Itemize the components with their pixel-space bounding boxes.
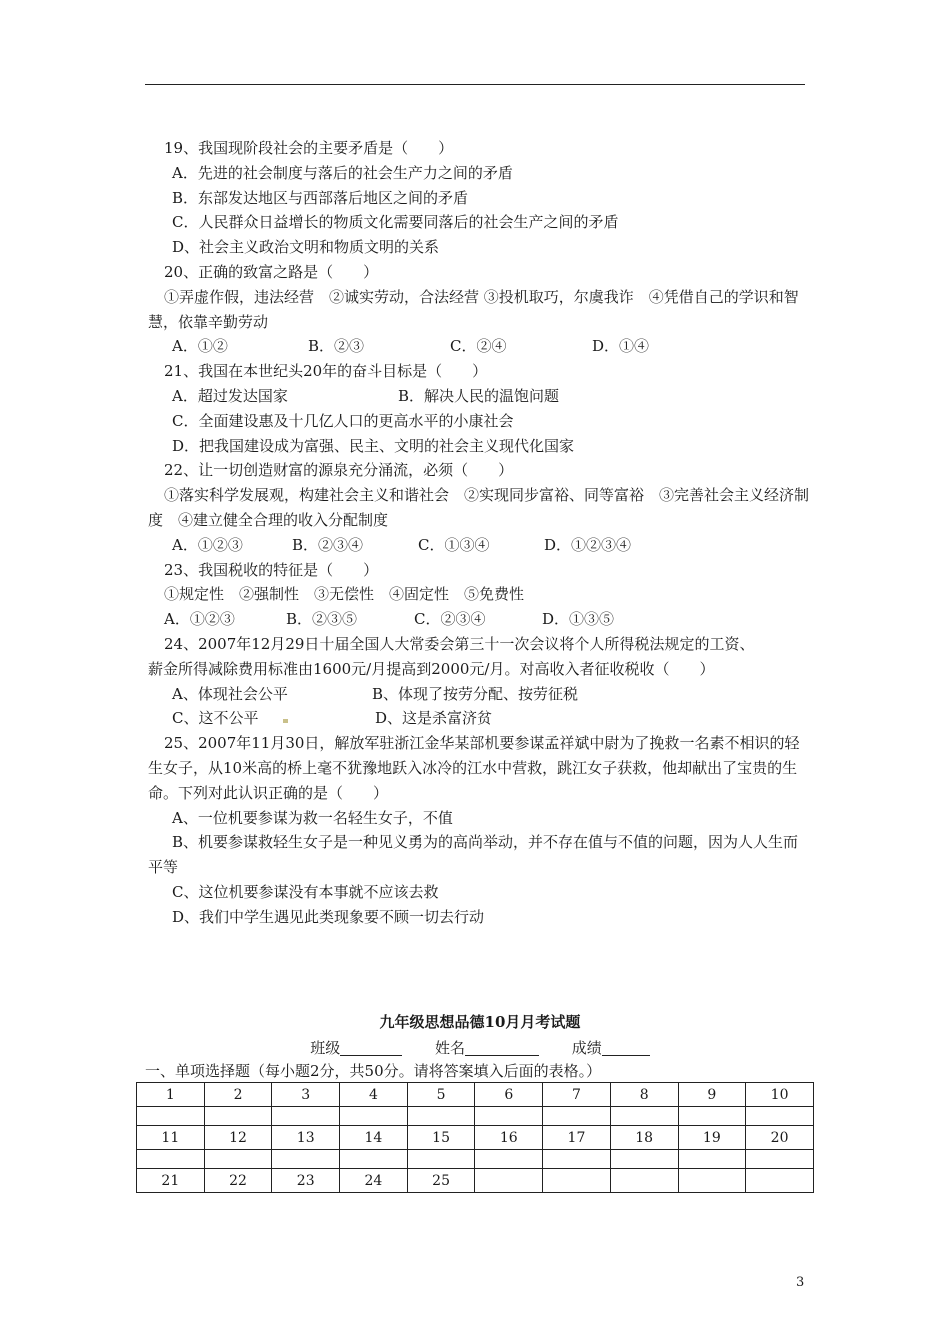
q22-stem: 22、让一切创造财富的源泉充分涌流，必须（ ） xyxy=(164,461,514,480)
answer-cell[interactable] xyxy=(746,1107,814,1126)
q25-option-a: A、一位机要参谋为救一名轻生女子，不值 xyxy=(172,808,453,827)
answer-cell[interactable] xyxy=(272,1150,340,1169)
class-field[interactable] xyxy=(310,1039,402,1057)
q23-stem: 23、我国税收的特征是（ ） xyxy=(164,560,379,579)
q21-options-ab xyxy=(148,384,812,409)
q24-option-b: B、体现了按劳分配、按劳征税 xyxy=(372,684,579,703)
scan-mark xyxy=(283,719,288,723)
q22-option-b: B．②③④ xyxy=(292,535,364,554)
q23-options xyxy=(148,607,812,632)
table-cell: 15 xyxy=(407,1126,475,1150)
table-cell: 14 xyxy=(340,1126,408,1150)
answer-cell[interactable] xyxy=(204,1107,272,1126)
table-cell: 10 xyxy=(746,1083,814,1107)
answer-table xyxy=(136,1082,814,1193)
table-cell: 11 xyxy=(137,1126,205,1150)
q24-option-d: D、这是杀富济贫 xyxy=(375,709,493,728)
score-label: 成绩 xyxy=(571,1039,602,1057)
q19-stem: 19、我国现阶段社会的主要矛盾是（ ） xyxy=(164,139,454,157)
table-cell[interactable] xyxy=(475,1169,543,1193)
q21-option-a: A．超过发达国家 xyxy=(172,386,288,405)
table-cell: 16 xyxy=(475,1126,543,1150)
table-cell: 13 xyxy=(272,1126,340,1150)
q21-stem: 21、我国在本世纪头20年的奋斗目标是（ ） xyxy=(164,362,488,381)
q19-option-b: B．东部发达地区与西部落后地区之间的矛盾 xyxy=(172,188,469,207)
table-cell: 5 xyxy=(407,1083,475,1107)
table-cell: 17 xyxy=(543,1126,611,1150)
answer-cell[interactable] xyxy=(137,1107,205,1126)
questions xyxy=(148,136,812,930)
q22-option-a: A．①②③ xyxy=(172,535,243,554)
q25-option-c: C、这位机要参谋没有本事就不应该去救 xyxy=(172,882,439,901)
q20-option-b: B．②③ xyxy=(308,337,365,356)
table-cell[interactable] xyxy=(746,1169,814,1193)
q21-option-d: D．把我国建设成为富强、民主、文明的社会主义现代化国家 xyxy=(172,436,575,455)
table-row-numbers-2 xyxy=(137,1126,814,1150)
q20-stem: 20、正确的致富之路是（ ） xyxy=(164,262,379,281)
answer-cell[interactable] xyxy=(204,1150,272,1169)
table-cell: 3 xyxy=(272,1083,340,1107)
table-row-numbers-1 xyxy=(137,1083,814,1107)
page-number: 3 xyxy=(796,1275,805,1290)
exam-fields xyxy=(145,1036,815,1060)
table-row-answers-1 xyxy=(137,1107,814,1126)
exam-answer-section xyxy=(145,1011,815,1193)
answer-cell[interactable] xyxy=(272,1107,340,1126)
q21-option-b: B．解决人民的温饱问题 xyxy=(398,386,560,405)
q20-options xyxy=(148,334,812,359)
answer-cell[interactable] xyxy=(407,1150,475,1169)
name-label: 姓名 xyxy=(434,1039,465,1057)
table-cell: 6 xyxy=(475,1083,543,1107)
table-cell: 2 xyxy=(204,1083,272,1107)
q20-option-d: D．①④ xyxy=(592,337,650,356)
q22-option-d: D．①②③④ xyxy=(544,535,632,554)
q24-option-a: A、体现社会公平 xyxy=(172,684,288,703)
q25-option-b: B、机要参谋救轻生女子是一种见义勇为的高尚举动，并不存在值与不值的问题，因为人人生而平等 xyxy=(148,833,799,877)
q24-option-c: C、这不公平 xyxy=(172,709,259,728)
table-row-numbers-3 xyxy=(137,1169,814,1193)
q24-options-ab xyxy=(148,682,812,707)
answer-cell[interactable] xyxy=(137,1150,205,1169)
q23-option-a: A．①②③ xyxy=(164,610,235,629)
table-cell: 4 xyxy=(340,1083,408,1107)
table-cell: 20 xyxy=(746,1126,814,1150)
table-cell: 25 xyxy=(407,1169,475,1193)
table-cell[interactable] xyxy=(543,1169,611,1193)
answer-cell[interactable] xyxy=(746,1150,814,1169)
table-cell: 21 xyxy=(137,1169,205,1193)
score-field[interactable] xyxy=(572,1039,650,1057)
class-label: 班级 xyxy=(310,1039,341,1057)
q22-option-c: C．①③④ xyxy=(418,535,490,554)
answer-cell[interactable] xyxy=(475,1150,543,1169)
name-field[interactable] xyxy=(435,1039,539,1057)
answer-cell[interactable] xyxy=(610,1150,678,1169)
class-blank[interactable] xyxy=(340,1039,402,1056)
table-cell: 9 xyxy=(678,1083,746,1107)
q22-body: ①落实科学发展观，构建社会主义和谐社会 ②实现同步富裕、同等富裕 ③完善社会主义经济制度 ④建立健全合理的收入分配制度 xyxy=(148,486,810,529)
q23-body: ①规定性 ②强制性 ③无偿性 ④固定性 ⑤免费性 xyxy=(164,585,525,604)
q23-option-d: D．①③⑤ xyxy=(542,610,615,629)
table-cell: 18 xyxy=(610,1126,678,1150)
q19-option-a: A．先进的社会制度与落后的社会生产力之间的矛盾 xyxy=(172,163,513,182)
section-instruction: 一、单项选择题（每小题2分，共50分。请将答案填入后面的表格。） xyxy=(145,1062,602,1080)
table-cell: 12 xyxy=(204,1126,272,1150)
q19-option-c: C．人民群众日益增长的物质文化需要同落后的社会生产之间的矛盾 xyxy=(172,213,619,232)
answer-cell[interactable] xyxy=(340,1150,408,1169)
answer-cell[interactable] xyxy=(610,1107,678,1126)
table-cell[interactable] xyxy=(678,1169,746,1193)
table-cell: 22 xyxy=(204,1169,272,1193)
q20-option-a: A．①② xyxy=(172,337,228,356)
answer-cell[interactable] xyxy=(678,1107,746,1126)
table-row-answers-2 xyxy=(137,1150,814,1169)
answer-cell[interactable] xyxy=(340,1107,408,1126)
table-cell: 19 xyxy=(678,1126,746,1150)
table-cell: 24 xyxy=(340,1169,408,1193)
q22-options xyxy=(148,533,812,558)
exam-title: 九年级思想品德10月月考试题 xyxy=(379,1013,581,1031)
q20-option-c: C．②④ xyxy=(450,337,507,356)
header-rule xyxy=(145,84,805,85)
q23-option-c: C．②③④ xyxy=(414,610,486,629)
table-cell: 8 xyxy=(610,1083,678,1107)
answer-cell[interactable] xyxy=(407,1107,475,1126)
q25-option-d: D、我们中学生遇见此类现象要不顾一切去行动 xyxy=(172,907,485,926)
table-cell: 23 xyxy=(272,1169,340,1193)
q24-stem-line2: 薪金所得减除费用标准由1600元/月提高到2000元/月。对高收入者征收税收（ ） xyxy=(148,659,715,678)
answer-cell[interactable] xyxy=(678,1150,746,1169)
q21-option-c: C．全面建设惠及十几亿人口的更高水平的小康社会 xyxy=(172,411,514,430)
name-blank[interactable] xyxy=(465,1039,539,1056)
q24-stem-line1: 24、2007年12月29日十届全国人大常委会第三十一次会议将个人所得税法规定的工资、 xyxy=(164,634,755,653)
q24-options-cd xyxy=(148,706,812,731)
answer-cell[interactable] xyxy=(543,1107,611,1126)
answer-cell[interactable] xyxy=(475,1107,543,1126)
q19-option-d: D、社会主义政治文明和物质文明的关系 xyxy=(172,238,440,257)
table-cell[interactable] xyxy=(610,1169,678,1193)
table-cell: 7 xyxy=(543,1083,611,1107)
q23-option-b: B．②③⑤ xyxy=(286,610,358,629)
q25-stem: 25、2007年11月30日，解放军驻浙江金华某部机要参谋孟祥斌中尉为了挽救一名素不相识的轻生女子，从10米高的桥上毫不犹豫地跃入冰冷的江水中营救，跳江女子获救，他却献出了宝贵的生命。下列对此认识正确的是（ ） xyxy=(148,734,800,802)
score-blank[interactable] xyxy=(602,1039,650,1056)
q20-body: ①弄虚作假，违法经营 ②诚实劳动，合法经营 ③投机取巧，尔虞我诈 ④凭借自己的学识和智慧，依靠辛勤劳动 xyxy=(148,287,799,331)
answer-cell[interactable] xyxy=(543,1150,611,1169)
table-cell: 1 xyxy=(137,1083,205,1107)
